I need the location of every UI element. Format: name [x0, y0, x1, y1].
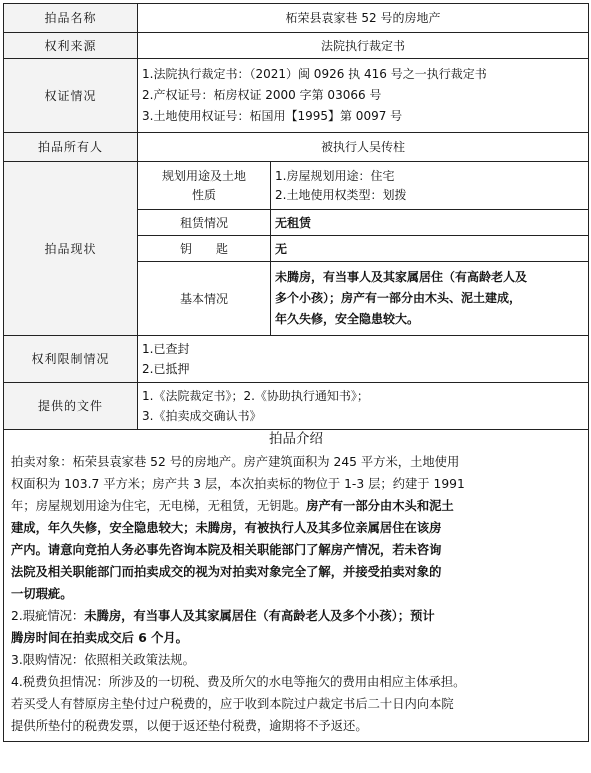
key-value: 无 [271, 236, 589, 262]
documents-label: 提供的文件 [4, 383, 138, 430]
intro-paragraph-defects: 2.瑕疵情况：未腾房，有当事人及其家属居住（有高龄老人及多个小孩）；预计 腾房时间在拍卖成交后 6 个月。 [11, 609, 435, 645]
key-label: 钥 匙 [138, 236, 271, 262]
row-certificates [4, 59, 589, 133]
item-name-value: 柘荣县袁家巷 52 号的房地产 [138, 4, 589, 33]
certificates-label: 权证情况 [4, 59, 138, 133]
row-owner [4, 133, 589, 162]
certificate-line: 2.产权证号：柘房权证 2000 字第 03066 号 [142, 88, 382, 102]
introduction-title: 拍品介绍 [269, 431, 323, 447]
row-documents [4, 383, 589, 430]
item-name-label: 拍品名称 [4, 4, 138, 33]
introduction-cell [4, 430, 589, 742]
intro-paragraph-subject: 拍卖对象：柘荣县袁家巷 52 号的房地产。房产建筑面积为 245 平方米，土地使用 权面积为 103.7 平方米；房产共 3 层，本次拍卖标的物位于 1-3 层；约建于 1991 年；房屋规划用途为住宅，无电梯，无租赁，无钥匙。房产有一部分由木头和泥土 建成，年久失修，安全隐患较大；未腾房，有被执行人及其多位亲属居住在该房 产内。请意向竞拍人务必事先咨询本院及相关职能部门了解房产情况，若未咨询 法院及相关职能部门而拍卖成交的视为对拍卖对象完全了解，并接受拍卖对象的 一切瑕疵。 [11, 455, 465, 601]
introduction-body [8, 449, 584, 741]
certificates-value [138, 59, 589, 133]
row-item-name [4, 4, 589, 33]
intro-paragraph-taxes: 4.税费负担情况：所涉及的一切税、费及所欠的水电等拖欠的费用由相应主体承担。 若买受人有替原房主垫付过户税费的，应于收到本院过户裁定书后二十日内向本院 提供所垫付的税费发票，以便于返还垫付税费，逾期将不予返还。 [11, 675, 466, 733]
auction-info-table [3, 3, 589, 742]
basic-value: 未腾房，有当事人及其家属居住（有高龄老人及 多个小孩）；房产有一部分由木头、泥土建成， 年久失修，安全隐患较大。 [271, 262, 589, 336]
certificate-line: 3.土地使用权证号：柘国用【1995】第 0097 号 [142, 109, 403, 123]
row-introduction [4, 430, 589, 742]
documents-value: 1.《法院裁定书》；2.《协助执行通知书》； 3.《拍卖成交确认书》 [138, 383, 589, 430]
lease-value: 无租赁 [271, 210, 589, 236]
intro-paragraph-purchase-limit: 3.限购情况：依照相关政策法规。 [11, 653, 195, 667]
status-label: 拍品现状 [4, 162, 138, 336]
lease-label: 租赁情况 [138, 210, 271, 236]
rights-source-value: 法院执行裁定书 [138, 33, 589, 59]
row-rights-source [4, 33, 589, 59]
planning-value: 1.房屋规划用途：住宅 2.土地使用权类型：划拨 [271, 162, 589, 210]
row-planning [4, 162, 589, 210]
certificate-line: 1.法院执行裁定书：（2021）闽 0926 执 416 号之一执行裁定书 [142, 67, 487, 81]
owner-value: 被执行人吴传柱 [138, 133, 589, 162]
basic-label: 基本情况 [138, 262, 271, 336]
rights-source-label: 权利来源 [4, 33, 138, 59]
owner-label: 拍品所有人 [4, 133, 138, 162]
restrictions-label: 权利限制情况 [4, 336, 138, 383]
restrictions-value: 1.已查封 2.已抵押 [138, 336, 589, 383]
planning-label: 规划用途及土地 性质 [138, 162, 271, 210]
row-restrictions [4, 336, 589, 383]
